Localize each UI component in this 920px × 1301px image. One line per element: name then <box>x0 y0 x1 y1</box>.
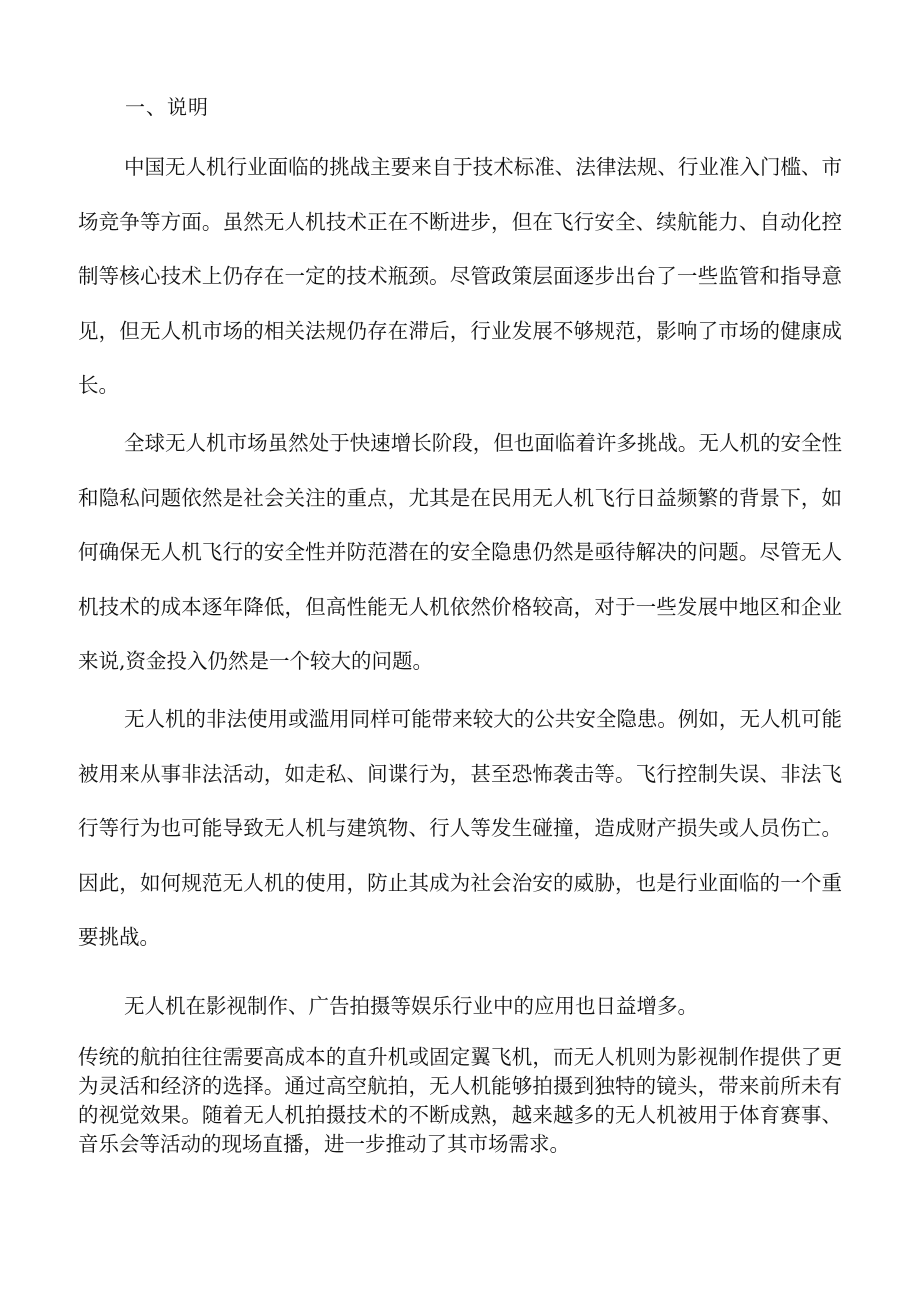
paragraph-illegal-use: 无人机的非法使用或滥用同样可能带来较大的公共安全隐患。例如，无人机可能被用来从事非法活动，如走私、间谍行为，甚至恐怖袭击等。飞行控制失误、非法飞行等行为也可能导致无人机与建筑物、行人等发生碰撞，造成财产损失或人员伤亡。因此，如何规范无人机的使用，防止其成为社会治安的威胁，也是行业面临的一个重要挑战。 <box>78 707 842 949</box>
section-heading: 一、说明 <box>125 95 209 119</box>
paragraph-entertainment-intro: 无人机在影视制作、广告拍摄等娱乐行业中的应用也日益增多。 <box>124 994 698 1018</box>
paragraph-global-market: 全球无人机市场虽然处于快速增长阶段，但也面临着许多挑战。无人机的安全性和隐私问题依然是社会关注的重点，尤其是在民用无人机飞行日益频繁的背景下，如何确保无人机飞行的安全性并防范潜在的安全隐患仍然是亟待解决的问题。尽管无人机技术的成本逐年降低，但高性能无人机依然价格较高，对于一些发展中地区和企业来说,资金投入仍然是一个较大的问题。 <box>78 431 842 673</box>
paragraph-aerial-filming: 传统的航拍往往需要高成本的直升机或固定翼飞机，而无人机则为影视制作提供了更为灵活和经济的选择。通过高空航拍，无人机能够拍摄到独特的镜头，带来前所未有的视觉效果。随着无人机拍摄技术的不断成熟，越来越多的无人机被用于体育赛事、音乐会等活动的现场直播，进一步推动了其市场需求。 <box>78 1045 842 1156</box>
paragraph-industry-challenges: 中国无人机行业面临的挑战主要来自于技术标准、法律法规、行业准入门槛、市场竞争等方面。虽然无人机技术正在不断进步，但在飞行安全、续航能力、自动化控制等核心技术上仍存在一定的技术瓶颈。尽管政策层面逐步出台了一些监管和指导意见，但无人机市场的相关法规仍存在滞后，行业发展不够规范，影响了市场的健康成长。 <box>78 155 842 397</box>
